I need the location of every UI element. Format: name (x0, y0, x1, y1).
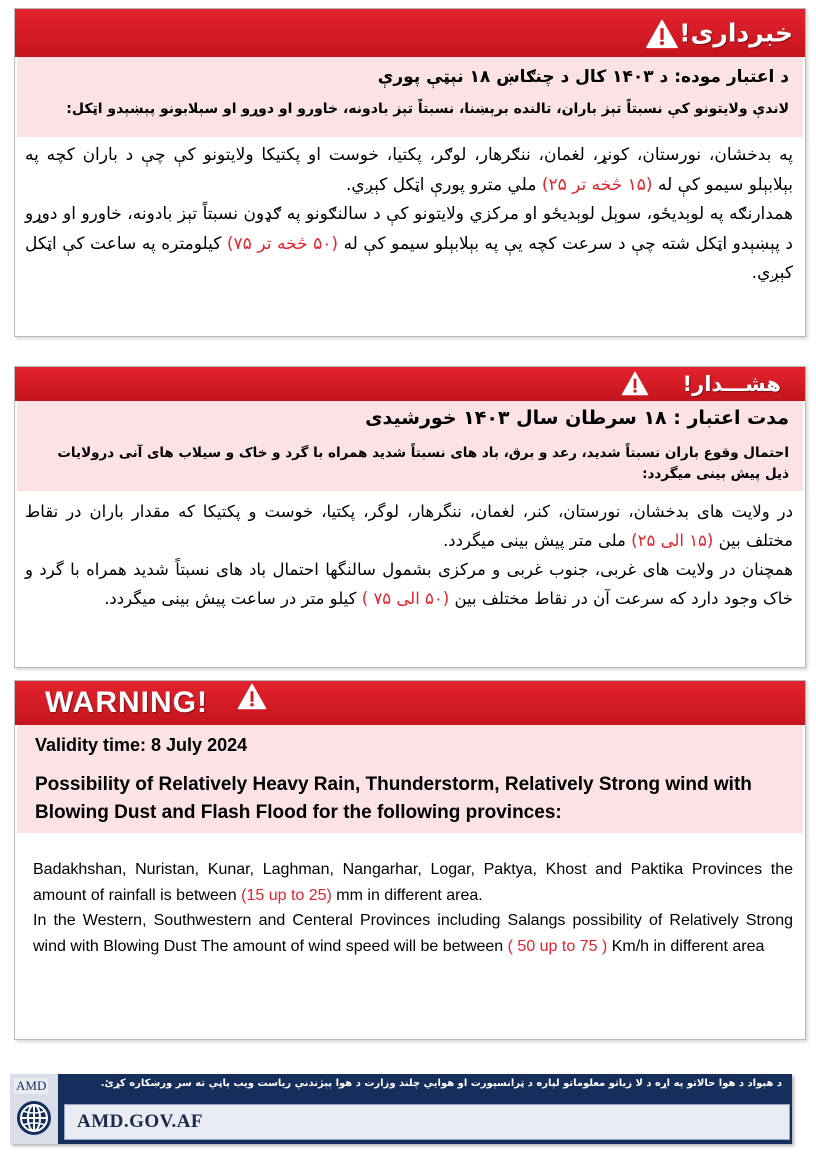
pashto-wind-text: همدارنګه په لوېدیځو، سوېل لوېدیځو او مرکزي ولایتونو کې د سالنګونو په ګډون نسبتاً تېز بادونه، خاورو او دوړو د پېښېدو اټکل شته چې د سرعت کچه یې په بېلابېلو سیمو کې له (25, 204, 793, 254)
website-link-box[interactable] (64, 1104, 790, 1140)
globe-icon (16, 1100, 52, 1136)
pashto-wind-unit: کیلومتره په ساعت کې اټکل کېږي. (25, 233, 793, 283)
pashto-header-bar (15, 9, 805, 57)
english-wind-unit: Km/h in different area (607, 937, 765, 955)
warning-icon (645, 19, 679, 49)
footer-banner (10, 1074, 792, 1144)
english-header-bar (15, 681, 805, 725)
warning-icon (621, 371, 649, 396)
pashto-headline: لاندې ولایتونو کې نسبتاً تېز باران، تالنده برېښنا، نسبتاً تېز بادونه، خاورو او دوړو او سېلابونو پېښېدو اټکل: (66, 101, 789, 117)
pashto-warning-panel (14, 8, 806, 337)
pashto-wind-speed: (۵۰ څخه تر ۷۵) (226, 233, 339, 254)
english-wind-speed: ( 50 up to 75 ) (507, 937, 608, 955)
pashto-rain-amount: (۱۵ څخه تر ۲۵) (541, 174, 653, 195)
english-body (33, 857, 793, 959)
dari-rain-unit: ملی متر پیش بینی میگردد. (443, 531, 632, 550)
english-headline: Possibility of Relatively Heavy Rain, Thunderstorm, Relatively Strong wind with Blowing Dust and Flash Flood for the following provinces: (35, 774, 752, 823)
english-warning-panel (14, 680, 806, 1040)
dari-warning-panel (14, 366, 806, 668)
dari-title: هشـــدار! (682, 372, 781, 396)
dari-wind-speed: (۵۰ الی ۷۵ ) (361, 589, 450, 608)
dari-rain-amount: (۱۵ الی ۲۵) (631, 531, 714, 550)
pashto-validity: د اعتبار موده: د ۱۴۰۳ کال د چنګاښ ۱۸ نېټې پورې (377, 67, 789, 87)
pashto-body-paragraph-wind (25, 200, 793, 289)
dari-body (25, 497, 793, 613)
footer-caption: د هېواد د هوا حالاتو په اړه د لا زیاتو معلوماتو لپاره د ټرانسپورت او هوایي چلند وزارت د هوا پېژندنې ریاست ویب پاڼې ته سر ورښکاره کړئ. (100, 1078, 782, 1089)
dari-wind-unit: کیلو متر در ساعت پیش بینی میگردد. (104, 589, 362, 608)
english-body-paragraph-rain (33, 857, 793, 908)
english-summary-box (17, 725, 803, 833)
dari-body-paragraph-rain (25, 497, 793, 555)
warning-icon (237, 683, 267, 710)
agency-label: AMD (16, 1078, 47, 1093)
pashto-body-paragraph-rain (25, 141, 793, 200)
english-title: WARNING! (45, 686, 208, 719)
dari-summary-box (17, 401, 803, 491)
english-rain-unit: mm in different area. (331, 886, 483, 904)
english-validity: Validity time: 8 July 2024 (35, 735, 248, 755)
english-rain-text: Badakhshan, Nuristan, Kunar, Laghman, Nangarhar, Logar, Paktya, Khost and Paktika Provinces the amount of rainfall is between (33, 861, 793, 904)
pashto-rain-unit: ملي مترو پورې اټکل کېږي. (346, 174, 542, 195)
website-url[interactable]: AMD.GOV.AF (77, 1111, 204, 1132)
pashto-title: خبرداری! (679, 18, 793, 48)
english-rain-amount: (15 up to 25) (241, 886, 332, 904)
pashto-summary-box (17, 57, 803, 137)
dari-rain-text: در ولایت های بدخشان، نورستان، کنر، لغمان، ننگرهار، لوگر، پکتیا، خوست و پکتیکا که مقدار باران در نقاط مختلف بین (25, 502, 793, 550)
english-body-paragraph-wind (33, 908, 793, 959)
dari-wind-text: همچنان در ولایت های غربی، جنوب غربی و مرکزی بشمول سالنگها احتمال باد های نسبتاً شدید همراه با گرد و خاک وجود دارد که سرعت آن در نقاط مختلف بین (25, 560, 793, 608)
dari-body-paragraph-wind (25, 555, 793, 613)
pashto-rain-text: په بدخشان، نورستان، کونړ، لغمان، ننګرهار، لوګر، پکتیا، خوست او پکتیکا ولایتونو کې چې د باران کچه په بېلابېلو سیمو کې له (25, 145, 793, 195)
english-wind-text: In the Western, Southwestern and Centeral Provinces including Salangs possibility of Relatively Strong wind with Blowing Dust The amount of wind speed will be between (33, 912, 793, 955)
dari-validity: مدت اعتبار : ۱۸ سرطان سال ۱۴۰۳ خورشیدی (365, 407, 789, 429)
dari-headline: احتمال وقوع باران نسبتاً شدید، رعد و برق، باد های نسبتاً شدید همراه با گرد و خاک و سیلاب های آنی درولایات ذیل پیش بینی میگردد: (57, 445, 789, 482)
pashto-body (25, 141, 793, 289)
footer-logo-strip (10, 1074, 58, 1144)
dari-header-bar (15, 367, 805, 401)
